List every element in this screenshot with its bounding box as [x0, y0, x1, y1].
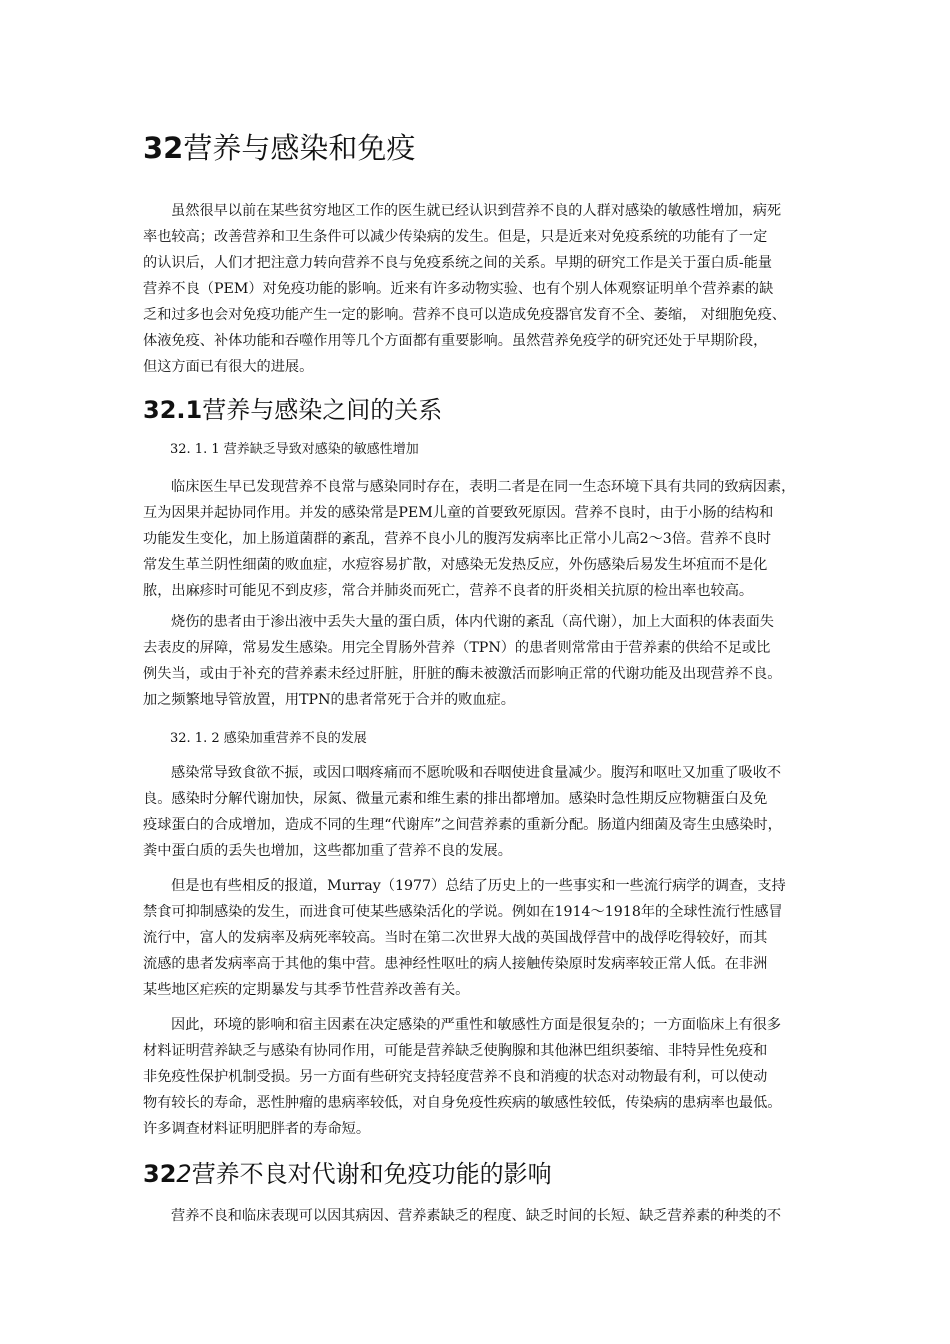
chapter-number: 32: [143, 131, 184, 165]
section-number-minor: 2: [176, 1160, 192, 1188]
text-line: 疫球蛋白的合成增加，造成不同的生理“代谢库”之间营养素的重新分配。肠道内细菌及寄生虫感染时，: [143, 817, 782, 833]
paragraph: [143, 474, 823, 604]
text-line: 率也较高；改善营养和卫生条件可以减少传染病的发生。但是，只是近来对免疫系统的功能有了一定: [143, 229, 768, 245]
chapter-title-text: 营养与感染和免疫: [183, 131, 416, 165]
section-heading-32-1: [143, 393, 442, 427]
text-line: 但是也有些相反的报道，Murray（1977）总结了历史上的一些事实和一些流行病学的调查，支持: [171, 878, 786, 894]
text-line: 禁食可抑制感染的发生，而进食可使某些感染活化的学说。例如在1914〜1918年的全球性流行性感冒: [143, 904, 783, 920]
text-line: 体液免疫、补体功能和吞噬作用等几个方面都有重要影响。虽然营养免疫学的研究还处于早期阶段，: [143, 333, 768, 349]
text-line: 粪中蛋白质的丢失也增加，这些都加重了营养不良的发展。: [143, 843, 512, 859]
text-line: 因此，环境的影响和宿主因素在决定感染的严重性和敏感性方面是很复杂的；一方面临床上有很多: [171, 1017, 782, 1033]
text-line: 流感的患者发病率高于其他的集中营。患神经性呕吐的病人接触传染原时发病率较正常人低。在非洲: [143, 956, 768, 972]
section-number-major: 32: [143, 1160, 177, 1188]
section-heading-text: 营养与感染之间的关系: [202, 396, 443, 424]
subsection-heading-32-1-1: 32. 1. 1 营养缺乏导致对感染的敏感性增加: [170, 442, 419, 457]
text-line: 常发生革兰阴性细菌的败血症，水痘容易扩散，对感染无发热反应，外伤感染后易发生坏疽而不是化: [143, 557, 768, 573]
paragraph: [143, 1012, 823, 1142]
text-line: 虽然很早以前在某些贫穷地区工作的医生就已经认识到营养不良的人群对感染的敏感性增加，病死: [171, 203, 782, 219]
text-line: 流行中，富人的发病率及病死率较高。当时在第二次世界大战的英国战俘营中的战俘吃得较好，而其: [143, 930, 768, 946]
section-number: 32.1: [143, 396, 203, 424]
text-line: 去表皮的屏障，常易发生感染。用完全胃肠外营养（TPN）的患者则常常由于营养素的供给不足或比: [143, 640, 771, 656]
text-line: 物有较长的寿命，恶性肿瘤的患病率较低，对自身免疫性疾病的敏感性较低，传染病的患病率也最低。: [143, 1095, 782, 1111]
paragraph: [143, 609, 823, 713]
section-heading-32-2: [143, 1157, 552, 1191]
text-line: 某些地区疟疾的定期暴发与其季节性营养改善有关。: [143, 982, 470, 998]
intro-paragraph: [143, 198, 823, 380]
text-line: 临床医生早已发现营养不良常与感染同时存在，表明二者是在同一生态环境下具有共同的致病因素，: [171, 479, 796, 495]
text-line: 互为因果并起协同作用。并发的感染常是PEM儿童的首要致死原因。营养不良时，由于小肠的结构和: [143, 505, 774, 521]
text-line: 乏和过多也会对免疫功能产生一定的影响。营养不良可以造成免疫器官发育不全、萎缩， 对细胞免疫、: [143, 307, 786, 323]
section-number: [143, 1160, 192, 1188]
paragraph: [143, 1203, 823, 1229]
section-heading-text: 营养不良对代谢和免疫功能的影响: [191, 1160, 552, 1188]
text-line: 许多调查材料证明肥胖者的寿命短。: [143, 1121, 371, 1137]
text-line: 功能发生变化，加上肠道菌群的紊乱，营养不良小儿的腹泻发病率比正常小儿高2〜3倍。营养不良时: [143, 531, 772, 547]
paragraph: [143, 760, 823, 864]
text-line: 感染常导致食欲不振，或因口咽疼痛而不愿吮吸和吞咽使进食量减少。腹泻和呕吐又加重了吸收不: [171, 765, 782, 781]
text-line: 营养不良和临床表现可以因其病因、营养素缺乏的程度、缺乏时间的长短、缺乏营养素的种类的不: [171, 1208, 782, 1224]
text-line: 烧伤的患者由于渗出液中丢失大量的蛋白质，体内代谢的紊乱（高代谢），加上大面积的体表面失: [171, 614, 774, 630]
text-line: 例失当，或由于补充的营养素未经过肝脏，肝脏的酶未被激活而影响正常的代谢功能及出现营养不良。: [143, 666, 782, 682]
text-line: 良。感染时分解代谢加快，尿氮、微量元素和维生素的排出都增加。感染时急性期反应物糖蛋白及免: [143, 791, 768, 807]
chapter-title: [143, 128, 415, 168]
text-line: 但这方面已有很大的进展。: [143, 359, 314, 375]
text-line: 材料证明营养缺乏与感染有协同作用，可能是营养缺乏使胸腺和其他淋巴组织萎缩、非特异性免疫和: [143, 1043, 768, 1059]
paragraph: [143, 873, 823, 1003]
text-line: 的认识后，人们才把注意力转向营养不良与免疫系统之间的关系。早期的研究工作是关于蛋白质-能量: [143, 255, 773, 271]
text-line: 脓，出麻疹时可能见不到皮疹，常合并肺炎而死亡，营养不良者的肝炎相关抗原的检出率也较高。: [143, 583, 754, 599]
text-line: 营养不良（PEM）对免疫功能的影响。近来有许多动物实验、也有个别人体观察证明单个营养素的缺: [143, 281, 774, 297]
text-line: 加之频繁地导管放置，用TPN的患者常死于合并的败血症。: [143, 692, 515, 708]
text-line: 非免疫性保护机制受损。另一方面有些研究支持轻度营养不良和消瘦的状态对动物最有利，可以使动: [143, 1069, 768, 1085]
subsection-heading-32-1-2: 32. 1. 2 感染加重营养不良的发展: [170, 731, 367, 746]
